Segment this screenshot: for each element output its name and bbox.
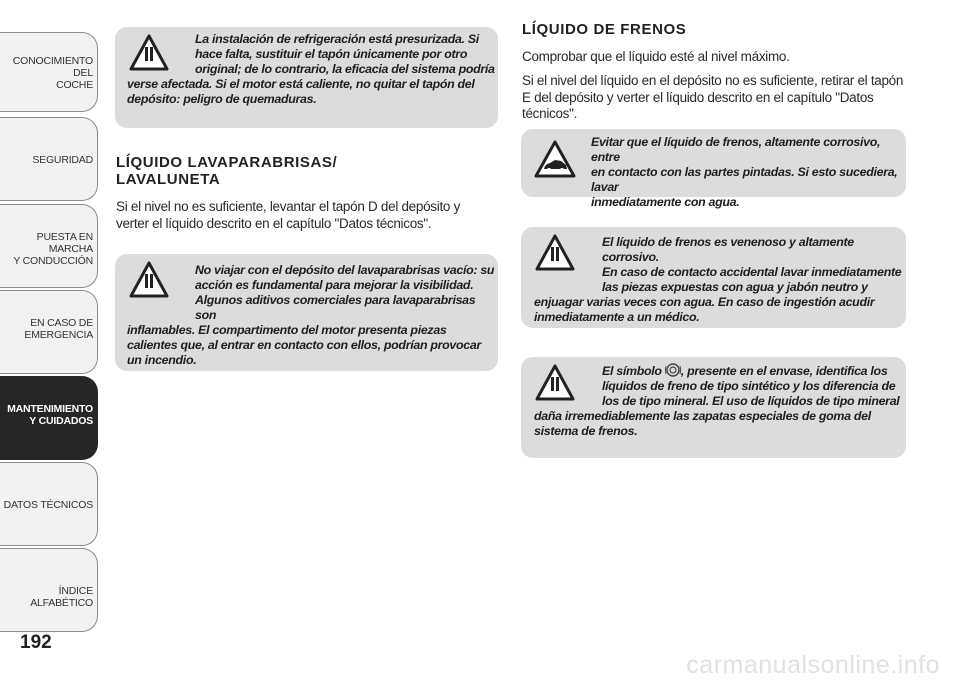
sidebar-tab-indice[interactable] [0, 548, 98, 632]
tab-label: ÍNDICE ALFABÉTICO [30, 585, 93, 609]
sidebar-tab-emergencia[interactable] [0, 290, 98, 374]
text-line [534, 363, 906, 379]
section-heading-lavaparabrisas [116, 154, 496, 188]
warning-callout-lavaparabrisas [115, 254, 498, 371]
text-line: en contacto con las partes pintadas. Si esto sucediera, lavar [591, 165, 898, 194]
text-line: original; de lo contrario, la eficacia del sistema podría [195, 62, 495, 76]
tab-label: PUESTA EN MARCHA [36, 231, 93, 255]
tab-label: SEGURIDAD [32, 154, 93, 166]
text-line: líquidos de freno de tipo sintético y los diferencia de [602, 379, 896, 393]
tab-label: COCHE [56, 79, 93, 91]
heading-line: LAVALUNETA [116, 171, 221, 188]
page-number: 192 [20, 632, 52, 653]
brake-fluid-symbol-icon [665, 363, 681, 377]
warning-text [534, 235, 906, 325]
section-text-lavaparabrisas: Si el nivel no es suficiente, levantar el tapón D del depósito y verter el líquido descrito en el capítulo "Datos técnicos". [116, 199, 461, 231]
tab-label: EN CASO DE [30, 317, 93, 329]
heading-line: LÍQUIDO LAVAPARABRISAS/ [116, 154, 338, 171]
section-heading-frenos: LÍQUIDO DE FRENOS [522, 21, 687, 38]
sidebar-tab-mantenimiento[interactable] [0, 376, 98, 460]
text-line: No viajar con el depósito del lavaparabrisas vacío: su [195, 263, 495, 277]
para-frenos-2: Si el nivel del líquido en el depósito no es suficiente, retirar el tapón E del depósito y verter el líquido descrito en el capítulo "Datos técnicos". [522, 73, 904, 121]
sidebar-tab-conocimiento[interactable] [0, 32, 98, 112]
text-line: calientes que, al entrar en contacto con ellos, podrían provocar [127, 338, 481, 352]
text-line: El líquido de frenos es venenoso y altamente corrosivo. [602, 235, 854, 264]
watermark: carmanualsonline.info [686, 651, 940, 679]
warning-callout-venenoso [521, 227, 906, 328]
text-line: La instalación de refrigeración está presurizada. Si [195, 32, 479, 46]
text-line: enjuagar varias veces con agua. En caso de ingestión acudir [534, 295, 875, 309]
text-line: un incendio. [127, 353, 197, 367]
text-fragment: El símbolo [602, 364, 662, 378]
warning-text [127, 32, 497, 107]
sidebar-tab-seguridad[interactable] [0, 117, 98, 201]
sidebar-tab-datos-tecnicos[interactable] [0, 462, 98, 546]
text-line: Algunos aditivos comerciales para lavaparabrisas son [195, 293, 476, 322]
text-line: inmediatamente con agua. [591, 195, 740, 209]
tab-label: MANTENIMIENTO [7, 403, 93, 415]
text-line: sistema de frenos. [534, 424, 638, 438]
tab-label: EMERGENCIA [24, 329, 93, 341]
warning-text [127, 263, 497, 368]
text-line: inmediatamente a un médico. [534, 310, 700, 324]
warning-callout-cooling [115, 27, 498, 128]
text-line: En caso de contacto accidental lavar inmediatamente [602, 265, 902, 279]
para-frenos-1: Comprobar que el líquido esté al nivel máximo. [522, 49, 790, 64]
text-line: los de tipo mineral. El uso de líquidos de tipo mineral [602, 394, 900, 408]
car-paint-icon [533, 139, 577, 179]
tab-label: DATOS TÉCNICOS [3, 499, 93, 511]
tab-label: CONOCIMIENTO DEL [12, 55, 93, 79]
text-fragment: , presente en el envase, identifica los [680, 364, 888, 378]
text-line: hace falta, sustituir el tapón únicamente por otro [195, 47, 468, 61]
warning-callout-simbolo [521, 357, 906, 458]
tab-label: Y CUIDADOS [29, 415, 93, 427]
note-text [591, 135, 901, 210]
text-line: verse afectada. Si el motor está caliente, no quitar el tapón del [127, 77, 475, 91]
note-callout-paint [521, 129, 906, 209]
text-line: daña irremediablemente las zapatas especiales de goma del [534, 409, 871, 423]
tab-label: Y CONDUCCIÓN [13, 255, 93, 267]
text-line: Evitar que el líquido de frenos, altamente corrosivo, entre [591, 135, 881, 164]
text-line: acción es fundamental para mejorar la visibilidad. [195, 278, 474, 292]
text-line: inflamables. El compartimento del motor presenta piezas [127, 323, 447, 337]
text-line: las piezas expuestas con agua y jabón neutro y [602, 280, 868, 294]
warning-text [534, 363, 906, 439]
text-line: depósito: peligro de quemaduras. [127, 92, 317, 106]
sidebar-tab-puesta-en-marcha[interactable] [0, 204, 98, 288]
